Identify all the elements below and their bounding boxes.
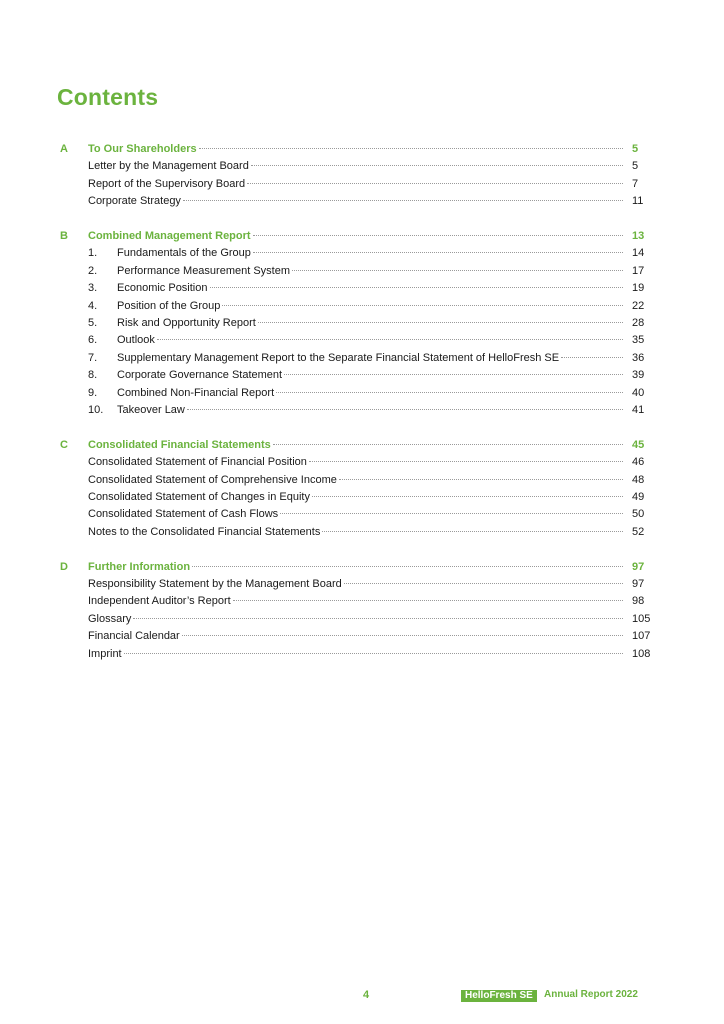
item-number: 3. bbox=[88, 282, 98, 295]
toc-item[interactable] bbox=[0, 298, 724, 315]
toc-item[interactable] bbox=[0, 628, 724, 645]
item-page-number: 35 bbox=[632, 334, 645, 347]
item-page-number: 14 bbox=[632, 247, 645, 260]
toc-section-heading[interactable] bbox=[0, 228, 724, 245]
dot-leader bbox=[247, 183, 623, 184]
item-page-number: 5 bbox=[632, 160, 639, 173]
toc-entry bbox=[88, 298, 626, 315]
item-label: Independent Auditor’s Report bbox=[88, 595, 231, 608]
item-page-number: 39 bbox=[632, 369, 645, 382]
toc-entry bbox=[88, 332, 626, 349]
item-label: Financial Calendar bbox=[88, 630, 180, 643]
toc-entry bbox=[88, 576, 626, 593]
toc-entry bbox=[88, 245, 626, 262]
section-title: Combined Management Report bbox=[88, 230, 251, 242]
dot-leader bbox=[253, 235, 623, 236]
dot-leader bbox=[199, 148, 623, 149]
item-page-number: 46 bbox=[632, 456, 645, 469]
toc-entry bbox=[88, 472, 626, 489]
item-label: Report of the Supervisory Board bbox=[88, 177, 246, 190]
item-number: 4. bbox=[88, 299, 98, 312]
toc-item[interactable] bbox=[0, 280, 724, 297]
dot-leader bbox=[133, 618, 623, 619]
toc-item[interactable] bbox=[0, 367, 724, 384]
dot-leader bbox=[157, 339, 623, 340]
toc-section-heading[interactable] bbox=[0, 437, 724, 454]
item-label: Imprint bbox=[88, 647, 122, 660]
toc-entry bbox=[88, 559, 626, 576]
toc-item[interactable] bbox=[0, 263, 724, 280]
item-label: Consolidated Statement of Comprehensive Income bbox=[88, 473, 337, 486]
toc-item[interactable] bbox=[0, 332, 724, 349]
item-number: 9. bbox=[88, 386, 98, 399]
toc-entry bbox=[88, 158, 626, 175]
item-label: Outlook bbox=[117, 334, 155, 347]
dot-leader bbox=[344, 583, 623, 584]
toc-item[interactable] bbox=[0, 245, 724, 262]
toc-entry bbox=[88, 193, 626, 210]
dot-leader bbox=[210, 287, 624, 288]
section-title: To Our Shareholders bbox=[88, 143, 197, 155]
toc-entry bbox=[88, 367, 626, 384]
dot-leader bbox=[561, 357, 623, 358]
toc-item[interactable] bbox=[0, 350, 724, 367]
dot-leader bbox=[124, 653, 623, 654]
section-letter: A bbox=[60, 143, 68, 155]
toc-item[interactable] bbox=[0, 193, 724, 210]
item-label: Corporate Strategy bbox=[88, 195, 181, 208]
toc-entry bbox=[88, 280, 626, 297]
item-number: 8. bbox=[88, 369, 98, 382]
item-page-number: 19 bbox=[632, 282, 645, 295]
item-page-number: 36 bbox=[632, 351, 645, 364]
item-number: 7. bbox=[88, 351, 98, 364]
toc-item[interactable] bbox=[0, 454, 724, 471]
item-page-number: 97 bbox=[632, 578, 645, 590]
toc-entry bbox=[88, 506, 626, 523]
item-page-number: 28 bbox=[632, 317, 645, 329]
section-letter: B bbox=[60, 230, 68, 242]
toc-item[interactable] bbox=[0, 524, 724, 541]
toc-entry bbox=[88, 611, 626, 628]
toc-section-heading[interactable] bbox=[0, 141, 724, 158]
item-page-number: 98 bbox=[632, 595, 645, 608]
dot-leader bbox=[273, 444, 623, 445]
item-label: Glossary bbox=[88, 612, 132, 625]
toc-item[interactable] bbox=[0, 506, 724, 523]
dot-leader bbox=[292, 270, 623, 271]
dot-leader bbox=[339, 479, 623, 480]
item-label: Risk and Opportunity Report bbox=[117, 317, 256, 329]
item-page-number: 107 bbox=[632, 630, 651, 643]
item-label: Consolidated Statement of Changes in Equity bbox=[88, 491, 310, 503]
item-page-number: 48 bbox=[632, 473, 645, 486]
toc-item[interactable] bbox=[0, 472, 724, 489]
item-page-number: 50 bbox=[632, 508, 645, 521]
item-label: Position of the Group bbox=[117, 299, 221, 312]
section-title: Consolidated Financial Statements bbox=[88, 438, 271, 451]
toc-entry bbox=[88, 350, 626, 367]
toc-entry bbox=[88, 524, 626, 541]
dot-leader bbox=[233, 600, 623, 601]
item-page-number: 11 bbox=[632, 195, 644, 208]
item-label: Consolidated Statement of Financial Position bbox=[88, 456, 307, 469]
item-label: Notes to the Consolidated Financial Statements bbox=[88, 525, 321, 538]
item-label: Fundamentals of the Group bbox=[117, 247, 251, 260]
item-label: Consolidated Statement of Cash Flows bbox=[88, 508, 279, 521]
item-page-number: 108 bbox=[632, 647, 651, 660]
dot-leader bbox=[187, 409, 623, 410]
dot-leader bbox=[253, 252, 623, 253]
section-page-number: 13 bbox=[632, 230, 645, 242]
item-label: Performance Measurement System bbox=[117, 264, 291, 277]
item-label: Corporate Governance Statement bbox=[117, 369, 283, 382]
dot-leader bbox=[284, 374, 623, 375]
item-page-number: 52 bbox=[632, 525, 645, 538]
section-letter: D bbox=[60, 560, 68, 573]
dot-leader bbox=[222, 305, 623, 306]
footer-page-number: 4 bbox=[363, 989, 370, 1001]
section-page-number: 97 bbox=[632, 560, 645, 573]
dot-leader bbox=[276, 392, 623, 393]
dot-leader bbox=[280, 513, 623, 514]
dot-leader bbox=[312, 496, 623, 497]
dot-leader bbox=[258, 322, 623, 323]
item-label: Supplementary Management Report to the Separate Financial Statement of HelloFresh SE bbox=[117, 351, 560, 364]
item-page-number: 40 bbox=[632, 386, 645, 399]
toc-entry bbox=[88, 489, 626, 506]
section-page-number: 45 bbox=[632, 438, 645, 451]
item-page-number: 49 bbox=[632, 491, 645, 503]
item-label: Economic Position bbox=[117, 282, 208, 295]
toc-item[interactable] bbox=[0, 176, 724, 193]
item-number: 10. bbox=[88, 404, 104, 416]
item-page-number: 105 bbox=[632, 612, 651, 625]
toc-item[interactable] bbox=[0, 315, 724, 332]
dot-leader bbox=[183, 200, 623, 201]
toc-entry bbox=[88, 437, 626, 454]
section-page-number: 5 bbox=[632, 143, 639, 155]
item-page-number: 22 bbox=[632, 299, 645, 312]
item-number: 5. bbox=[88, 317, 98, 329]
footer-brand-badge: HelloFresh SE bbox=[461, 990, 537, 1002]
toc-entry bbox=[88, 263, 626, 280]
footer-report-title: Annual Report 2022 bbox=[544, 989, 638, 1000]
toc-entry bbox=[88, 628, 626, 645]
dot-leader bbox=[322, 531, 623, 532]
toc-item[interactable] bbox=[0, 385, 724, 402]
toc-entry bbox=[88, 593, 626, 610]
item-page-number: 41 bbox=[632, 404, 645, 416]
item-number: 6. bbox=[88, 334, 98, 347]
toc-item[interactable] bbox=[0, 611, 724, 628]
toc-item[interactable] bbox=[0, 576, 724, 593]
toc-item[interactable] bbox=[0, 158, 724, 175]
dot-leader bbox=[192, 566, 623, 567]
toc-entry bbox=[88, 141, 626, 158]
toc-section-heading[interactable] bbox=[0, 559, 724, 576]
item-page-number: 7 bbox=[632, 177, 639, 190]
toc-entry bbox=[88, 315, 626, 332]
toc-entry bbox=[88, 176, 626, 193]
item-page-number: 17 bbox=[632, 264, 645, 277]
dot-leader bbox=[182, 635, 623, 636]
toc-entry bbox=[88, 402, 626, 419]
toc-entry bbox=[88, 385, 626, 402]
toc-entry bbox=[88, 228, 626, 245]
toc-entry bbox=[88, 646, 626, 663]
item-number: 1. bbox=[88, 247, 98, 260]
toc-item[interactable] bbox=[0, 489, 724, 506]
page-title: Contents bbox=[57, 84, 159, 110]
toc-item[interactable] bbox=[0, 593, 724, 610]
dot-leader bbox=[251, 165, 623, 166]
item-label: Combined Non-Financial Report bbox=[117, 386, 275, 399]
toc-item[interactable] bbox=[0, 646, 724, 663]
section-letter: C bbox=[60, 438, 68, 451]
item-label: Responsibility Statement by the Management Board bbox=[88, 578, 342, 590]
item-number: 2. bbox=[88, 264, 98, 277]
section-title: Further Information bbox=[88, 560, 191, 573]
dot-leader bbox=[309, 461, 623, 462]
item-label: Letter by the Management Board bbox=[88, 160, 249, 173]
item-label: Takeover Law bbox=[117, 404, 185, 416]
toc-item[interactable] bbox=[0, 402, 724, 419]
toc-entry bbox=[88, 454, 626, 471]
